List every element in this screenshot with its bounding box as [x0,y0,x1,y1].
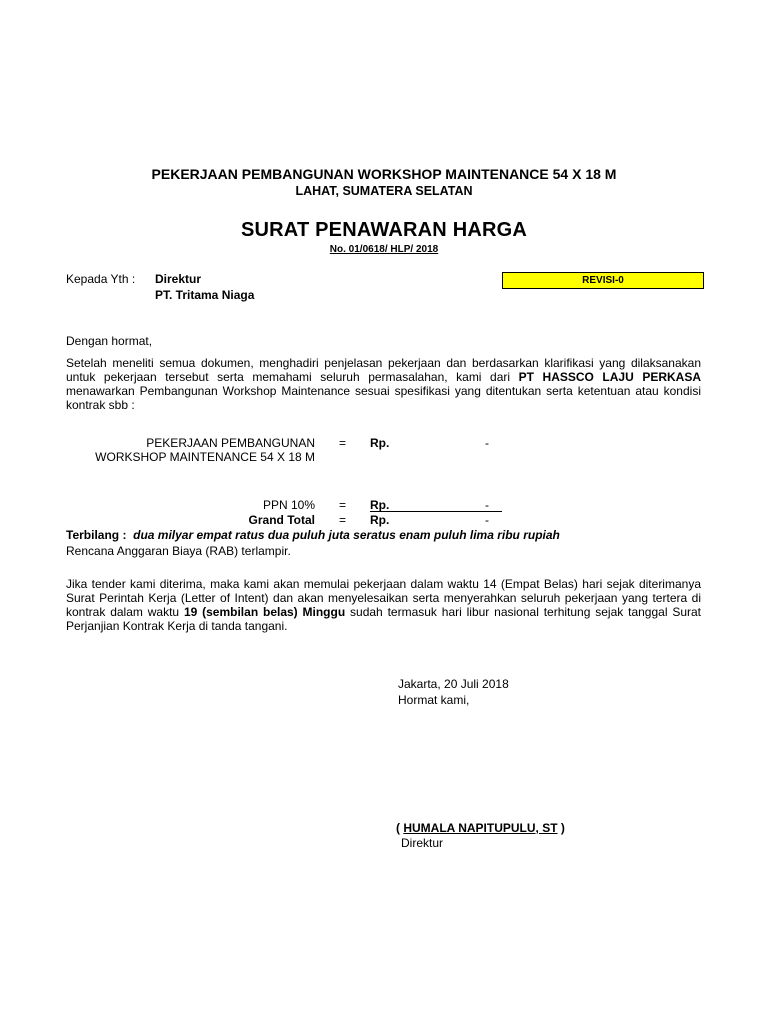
recipient-label: Kepada Yth : [66,272,136,286]
signatory-title: Direktur [401,836,444,850]
recipient-name: Direktur [155,272,202,286]
rab-note: Rencana Anggaran Biaya (RAB) terlampir. [66,544,291,558]
project-location: LAHAT, SUMATERA SELATAN [295,184,473,198]
ppn-amount: - [485,498,489,512]
total-currency: Rp. [370,513,390,527]
name-open-paren: ( [396,821,404,835]
revision-badge: REVISI-0 [502,272,704,289]
subtotal-divider [370,511,502,512]
project-title: PEKERJAAN PEMBANGUNAN WORKSHOP MAINTENANCE 54 X 18 M [151,166,617,182]
terms-paragraph [66,577,701,633]
work-item-line2: WORKSHOP MAINTENANCE 54 X 18 M [95,450,315,464]
intro-text-after: menawarkan Pembangunan Workshop Maintenance sesuai spesifikasi yang ditentukan serta ketentuan atau kondisi kontrak sbb : [66,384,701,412]
company-name: PT HASSCO LAJU PERKASA [518,370,702,384]
total-amount: - [485,513,489,527]
work-amount: - [485,436,489,450]
salutation: Dengan hormat, [66,334,153,348]
recipient-company: PT. Tritama Niaga [155,288,255,302]
work-currency: Rp. [370,436,390,450]
name-close-paren: ) [557,821,565,835]
place-date: Jakarta, 20 Juli 2018 [398,677,509,691]
ppn-equals: = [339,498,347,512]
ppn-currency: Rp. [370,498,390,512]
work-equals: = [339,436,347,450]
total-equals: = [339,513,347,527]
amount-in-words-text: dua milyar empat ratus dua puluh juta seratus enam puluh lima ribu rupiah [133,528,560,542]
duration-text: 19 (sembilan belas) Minggu [183,605,346,619]
work-item-label [95,436,315,464]
intro-paragraph [66,356,701,412]
intro-text-before: Setelah meneliti semua dokumen, menghadiri penjelasan pekerjaan dan berdasarkan klarifikasi yang dilaksanakan untuk pekerjaan tersebut serta memahami seluruh permasalahan, kami dari [66,356,701,384]
closing-greeting: Hormat kami, [398,693,470,707]
signatory-name [396,821,565,835]
work-item-line1: PEKERJAAN PEMBANGUNAN [146,436,315,450]
ppn-label: PPN 10% [262,498,315,512]
amount-in-words-label: Terbilang : [66,528,127,542]
grand-total-label: Grand Total [248,513,315,527]
signatory-name-text: HUMALA NAPITUPULU, ST [403,821,558,835]
document-number: No. 01/0618/ HLP/ 2018 [329,244,439,255]
terms-text-before: Jika tender kami diterima, maka kami akan memulai pekerjaan dalam waktu 14 (Empat Belas) hari sejak diterimanya Surat Perintah Kerja (Letter of Intent) dan akan menyelesaikan serta menyerahkan seluruh pekerjaan yang tertera di kontrak dalam waktu [66,577,701,619]
terms-text-after: sudah termasuk hari libur nasional terhitung sejak tanggal Surat Perjanjian Kontrak Kerja di tanda tangani. [66,605,702,633]
document-title: SURAT PENAWARAN HARGA [240,219,528,241]
amount-in-words [66,528,560,542]
